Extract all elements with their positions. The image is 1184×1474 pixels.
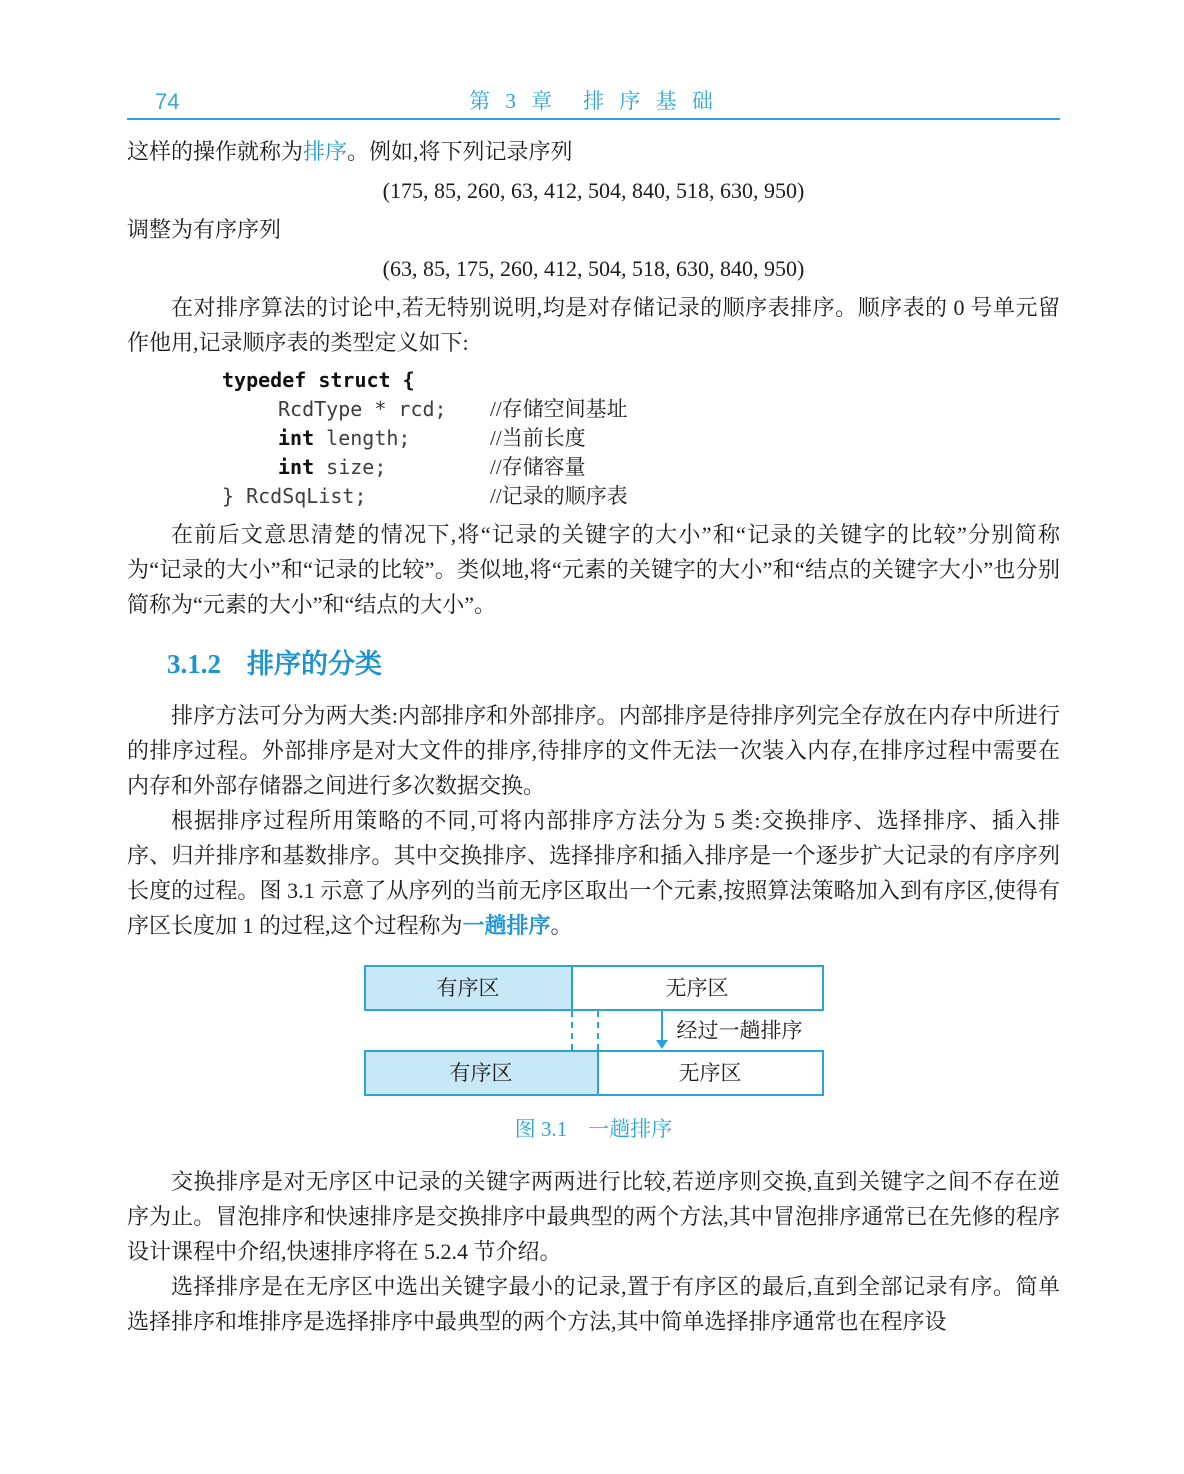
code-keyword: int xyxy=(278,426,315,450)
strategies-paragraph xyxy=(127,803,1060,943)
figure-one-pass xyxy=(364,965,824,1096)
figure-row-after xyxy=(364,1050,824,1096)
row1-sorted-box: 有序区 xyxy=(364,965,573,1011)
strategies-post: 。 xyxy=(550,913,573,938)
code-line-length xyxy=(222,424,1060,453)
sorted-sequence: (63, 85, 175, 260, 412, 504, 518, 630, 840, 950) xyxy=(382,256,805,281)
code-line-typedef xyxy=(222,366,1060,395)
code-keyword: int xyxy=(278,455,315,479)
dashed-line-left xyxy=(571,1011,573,1050)
code-keyword-typedef: typedef struct xyxy=(222,368,391,392)
code-comment: //记录的顺序表 xyxy=(490,484,628,508)
selection-paragraph: 选择排序是在无序区中选出关键字最小的记录,置于有序区的最后,直到全部记录有序。简单选择排序和堆排序是选择排序中最典型的两个方法,其中简单选择排序通常也在程序设 xyxy=(127,1274,1060,1334)
code-comment: //存储容量 xyxy=(490,455,586,479)
code-text: size; xyxy=(314,455,387,479)
naming-paragraph: 在前后文意思清楚的情况下,将“记录的关键字的大小”和“记录的关键字的比较”分别简称为“记录的大小”和“记录的比较”。类似地,将“元素的关键字的大小”和“结点的关键字大小”也分别简称为“元素的大小”和“结点的大小”。 xyxy=(127,522,1060,617)
code-comment: //存储空间基址 xyxy=(490,397,628,421)
dashed-line-right xyxy=(597,1011,599,1050)
code-text: RcdSqList; xyxy=(234,484,367,508)
intro-line-pre: 这样的操作就称为 xyxy=(127,139,304,164)
code-line-rcd xyxy=(222,395,1060,424)
code-comment: //当前长度 xyxy=(490,426,586,450)
row2-unsorted-box: 无序区 xyxy=(597,1050,824,1096)
row2-sorted-box: 有序区 xyxy=(364,1050,599,1096)
strategies-pre: 根据排序过程所用策略的不同,可将内部排序方法分为 5 类:交换排序、选择排序、插入排序、归并排序和基数排序。其中交换排序、选择排序和插入排序是一个逐步扩大记录的有序序列长度的过程。图 3.1 示意了从序列的当前无序区取出一个元素,按照算法策略加入到有序区,使得有序区长度加 1 的过程,这个过程称为 xyxy=(127,808,1060,938)
seqlist-paragraph: 在对排序算法的讨论中,若无特别说明,均是对存储记录的顺序表排序。顺序表的 0 号单元留作他用,记录顺序表的类型定义如下: xyxy=(127,295,1060,355)
figure-caption: 图 3.1 一趟排序 xyxy=(514,1117,673,1141)
page-header xyxy=(127,84,1060,120)
page-number: 74 xyxy=(155,89,180,114)
close-brace: } xyxy=(222,484,235,508)
exchange-paragraph: 交换排序是对无序区中记录的关键字两两进行比较,若逆序则交换,直到关键字之间不存在逆序为止。冒泡排序和快速排序是交换排序中最典型的两个方法,其中冒泡排序通常已在先修的程序设计课程中介绍,快速排序将在 5.2.4 节介绍。 xyxy=(127,1169,1060,1264)
figure-transition xyxy=(364,1011,824,1050)
code-line-size xyxy=(222,453,1060,482)
section-heading xyxy=(167,644,1060,684)
section-number: 3.1.2 xyxy=(167,649,221,679)
down-arrow-line xyxy=(661,1011,663,1042)
code-block xyxy=(222,366,1060,511)
unsorted-sequence: (175, 85, 260, 63, 412, 504, 840, 518, 630, 950) xyxy=(382,178,805,203)
sorting-term: 排序 xyxy=(303,139,348,164)
arrow-label: 经过一趟排序 xyxy=(676,1018,803,1042)
categories-paragraph: 排序方法可分为两大类:内部排序和外部排序。内部排序是待排序列完全存放在内存中所进行的排序过程。外部排序是对大文件的排序,待排序的文件无法一次装入内存,在排序过程中需要在内存和外部存储器之间进行多次数据交换。 xyxy=(127,703,1060,798)
row1-unsorted-box: 无序区 xyxy=(571,965,824,1011)
code-text: RcdType * rcd; xyxy=(278,397,447,421)
intro-line-post: 。例如,将下列记录序列 xyxy=(347,139,573,164)
code-text: length; xyxy=(314,426,411,450)
intro-line xyxy=(127,134,1060,169)
code-line-footer xyxy=(222,482,1060,511)
chapter-title: 第 3 章 排 序 基 础 xyxy=(469,89,718,113)
figure-row-before xyxy=(364,965,824,1011)
adjust-line: 调整为有序序列 xyxy=(127,217,282,242)
page-content xyxy=(0,84,1184,1339)
down-arrow-icon xyxy=(656,1040,668,1049)
open-brace: { xyxy=(402,368,415,392)
section-title: 排序的分类 xyxy=(247,649,382,679)
one-pass-term: 一趟排序 xyxy=(462,913,551,938)
